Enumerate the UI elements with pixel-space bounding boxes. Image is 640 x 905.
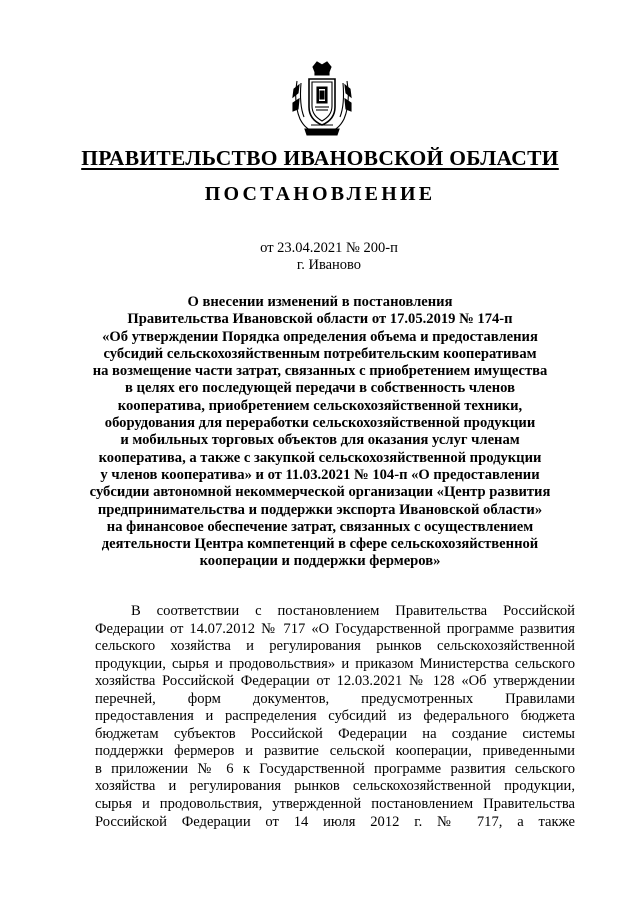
body-line: предоставления и распределения субсидий из федерального бюджета [95, 708, 575, 725]
title-line: кооператива, приобретением сельскохозяйственной техники, [117, 397, 523, 414]
issue-city: г. Иваново [296, 257, 362, 273]
coat-of-arms-icon [291, 59, 353, 137]
title-line: у членов кооператива» и от 11.03.2021 № 104-п «О предоставлении [100, 466, 540, 483]
body-line: В соответствии с постановлением Правительства Российской [131, 603, 575, 619]
title-line: деятельности Центра компетенций в сфере сельскохозяйственной [101, 536, 539, 553]
body-line: перечней, форм документов, предусмотренных Правилами [95, 690, 575, 707]
title-line: на возмещение части затрат, связанных с приобретением имущества [92, 363, 548, 380]
title-line: на финансовое обеспечение затрат, связанных с осуществлением [106, 518, 534, 535]
title-line: в целях его последующей передачи в собственность членов [125, 380, 515, 397]
title-line: «Об утверждении Порядка определения объема и предоставления [102, 328, 538, 345]
document-type: ПОСТАНОВЛЕНИЕ [204, 183, 436, 205]
body-line: хозяйства и регулирования рынков сельскохозяйственной продукции, [95, 778, 575, 795]
body-line: сырья и продовольствия, утвержденной постановлением Правительства [95, 796, 575, 813]
title-line: Правительства Ивановской области от 17.05.2019 № 174-п [127, 311, 513, 328]
body-line: Российской Федерации от 14 июля 2012 г. № 717, а также [95, 813, 575, 830]
body-line: хозяйства Российской Федерации от 12.03.2021 № 128 «Об утверждении [95, 673, 575, 690]
title-line: и мобильных торговых объектов для оказания услуг членам [120, 432, 520, 449]
body-paragraph [95, 603, 575, 831]
body-line: в приложении № 6 к Государственной программе развития сельского [95, 760, 575, 777]
document-date-block [0, 240, 640, 274]
body-line: Федерации от 14.07.2012 № 717 «О Государственной программе развития [95, 620, 575, 637]
body-line: сельского хозяйства и регулирования рынков сельскохозяйственной [95, 638, 575, 655]
title-line: О внесении изменений в постановления [187, 294, 453, 310]
title-line: кооперации и поддержки фермеров» [199, 553, 441, 570]
title-line: субсидии автономной некоммерческой организации «Центр развития [89, 484, 551, 501]
body-line: продукции, сырья и продовольствия» и приказом Министерства сельского [95, 655, 575, 672]
body-line: бюджетам субъектов Российской Федерации на создание системы [95, 725, 575, 742]
title-line: кооператива, а также с закупкой сельскохозяйственной продукции [98, 449, 542, 466]
date-and-number: от 23.04.2021 № 200-п [260, 240, 398, 256]
title-line: субсидий сельскохозяйственным потребительским кооперативам [103, 345, 537, 362]
title-line: оборудования для переработки сельскохозяйственной продукции [104, 415, 536, 432]
document-title [0, 294, 640, 571]
government-name: ПРАВИТЕЛЬСТВО ИВАНОВСКОЙ ОБЛАСТИ [81, 146, 559, 170]
body-line: поддержки фермеров и развитие сельской кооперации, приведенными [95, 743, 575, 760]
title-line: предпринимательства и поддержки экспорта Ивановской области» [97, 501, 543, 518]
